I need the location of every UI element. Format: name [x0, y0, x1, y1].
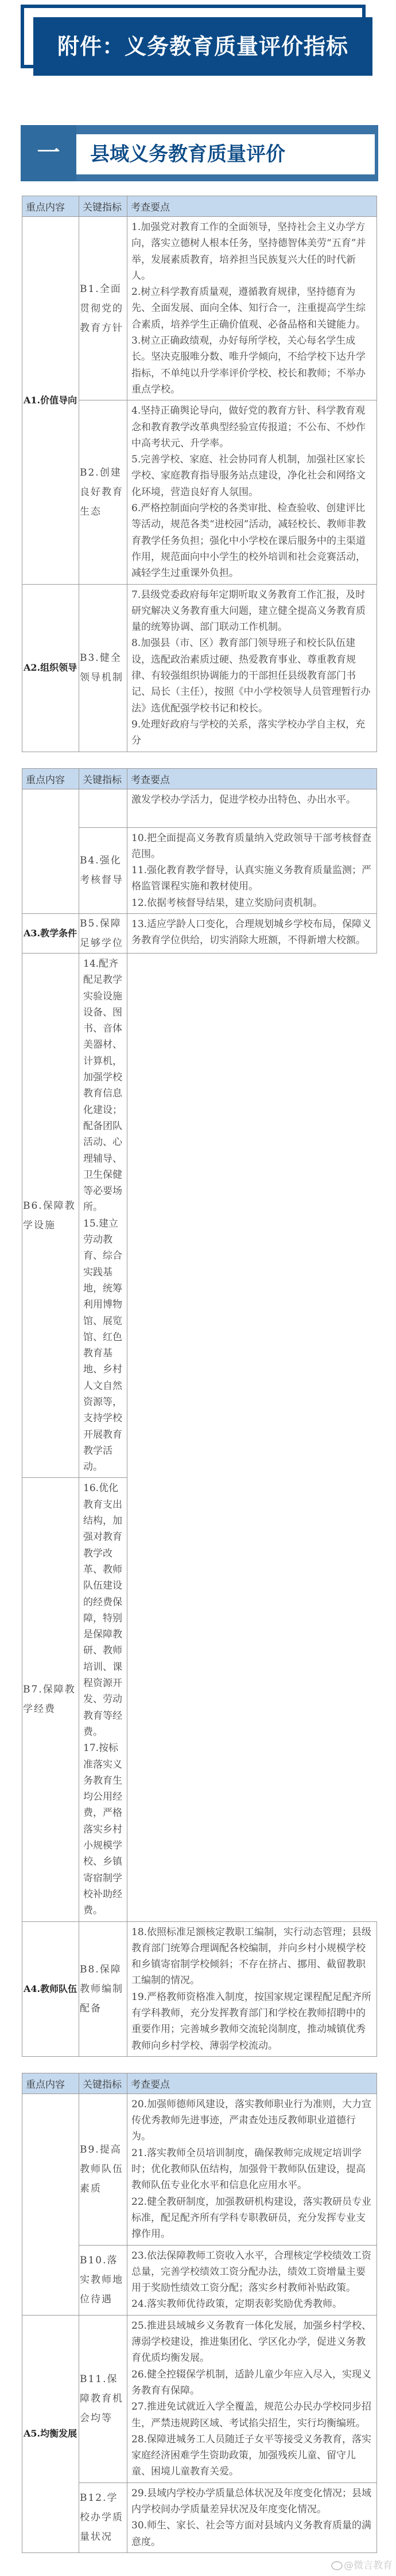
check-point: 10.把全面提高义务教育质量纳入党政领导干部考核督查范围。	[131, 832, 372, 860]
indicator-table	[22, 768, 377, 2057]
table-row	[22, 2315, 377, 2482]
check-point: 11.强化教育教学督导，认真实施义务教育质量监测；严格监管课程实施和教材使用。	[131, 865, 372, 893]
header-focus: 重点内容	[22, 768, 79, 789]
table-row	[22, 217, 377, 400]
points-cell	[127, 2094, 377, 2245]
header-indicator: 关键指标	[79, 768, 127, 789]
check-point: 17.按标准落实义务教育生均公用经费，严格落实乡村小规模学校、乡镇寄宿制学校补助经费。	[83, 1742, 122, 1917]
indicator-table	[22, 196, 377, 752]
check-point: 5.完善学校、家庭、社会协同育人机制，加强社区家长学校、家庭教育指导服务站点建设，净化社会和网络文化环境，营造良好育人氛围。	[131, 454, 366, 498]
points-cell	[127, 789, 377, 827]
indicator-cell: B7.保障教学经费	[22, 1478, 79, 1921]
check-point: 19.严格教师资格准入制度，按国家规定课程配足配齐所有学科教师，充分发挥教育部门和学校在教师招聘中的重要作用；完善城乡教师交流轮岗制度，推动城镇优秀教师向乡村学校、薄弱学校流动。	[131, 1991, 372, 2052]
check-point: 24.落实教师优待政策，定期表彰奖励优秀教师。	[131, 2298, 343, 2310]
check-point: 21.落实教师全员培训制度，确保教师完成规定培训学时；优化教师队伍结构，加强骨干教师队伍建设，提高教师队伍专业化水平和信息化应用水平。	[131, 2147, 366, 2192]
header-points: 考查要点	[127, 2073, 377, 2094]
table-row	[22, 789, 377, 827]
focus-cell	[22, 2094, 79, 2315]
check-point: 25.推进县域城乡义务教育一体化发展，加强乡村学校、薄弱学校建设，推进集团化、学区化办学，促进义务教育优质均衡发展。	[131, 2320, 372, 2364]
points-cell	[79, 1478, 127, 1921]
indicator-cell: B8.保障教师编制配备	[79, 1921, 127, 2056]
check-point: 14.配齐配足教学实验设施设备、图书、音体美器材、计算机，加强学校教育信息化建设；配备团队活动、心理辅导、卫生保健等必要场所。	[83, 958, 122, 1213]
indicator-cell	[79, 789, 127, 827]
points-cell	[79, 953, 127, 1478]
check-point: 15.建立劳动教育、综合实践基地，统筹利用博物馆、展览馆、红色教育基地、乡村人文自然资源等，支持学校开展教育教学活动。	[83, 1217, 122, 1473]
points-cell	[127, 2245, 377, 2315]
table-row	[22, 1478, 377, 1921]
header-focus: 重点内容	[22, 196, 79, 217]
header-points: 考查要点	[127, 196, 377, 217]
points-cell	[127, 1921, 377, 2056]
focus-cell: A4.教师队伍	[22, 1921, 79, 2056]
section-title: 县域义务教育质量评价	[90, 143, 285, 166]
watermark-text: @微言教育	[344, 2559, 393, 2571]
points-cell	[127, 584, 377, 752]
check-point: 30.师生、家长、社会等方面对县域内义务教育质量的满意度。	[131, 2520, 372, 2548]
points-cell	[127, 400, 377, 584]
check-point: 18.依照标准足额核定教职工编制，实行动态管理；县级教育部门统筹合理调配各校编制，并向乡村小规模学校和乡镇寄宿制学校倾斜；不存在挤占、挪用、截留教职工编制的情况。	[131, 1926, 372, 1987]
table-row	[22, 2094, 377, 2245]
points-cell	[127, 913, 377, 953]
watermark	[331, 2557, 393, 2571]
check-point: 3.树立正确政绩观，办好每所学校，关心每名学生成长。坚决克服唯分数、唯升学倾向，不给学校下达升学指标，不单纯以升学率评价学校、校长和教师；不举办重点学校。	[131, 335, 366, 395]
table-row	[22, 913, 377, 953]
indicator-cell: B10.落实教师地位待遇	[79, 2245, 127, 2315]
page-title: 附件：义务教育质量评价指标	[33, 17, 372, 76]
check-point: 1.加强党对教育工作的全面领导，坚持社会主义办学方向，落实立德树人根本任务，坚持德智体美劳“五育”并举，发展素质教育，培养担当民族复兴大任的时代新人。	[131, 221, 366, 282]
table-header	[22, 196, 377, 217]
header-indicator: 关键指标	[79, 196, 127, 217]
indicator-cell: B4.强化考核督导	[79, 827, 127, 913]
indicator-cell: B5.保障足够学位	[79, 913, 127, 953]
table-row	[22, 953, 377, 1478]
check-point: 28.保障进城务工人员随迁子女平等接受义务教育，落实家庭经济困难学生资助政策，加强残疾儿童、留守儿童、困境儿童教育关爱。	[131, 2433, 372, 2478]
focus-cell: A5.均衡发展	[22, 2315, 79, 2552]
section-number: 一	[21, 125, 76, 181]
focus-cell: A1.价值导向	[22, 217, 79, 585]
check-point: 29.县域内学校办学质量总体状况及年度变化情况；县域内学校间办学质量差异状况及年度变化情况。	[131, 2487, 372, 2515]
check-point: 6.严格控制面向学校的各类审批、检查验收、创建评比等活动，规范各类“进校园”活动，减轻校长、教师非教育教学任务负担；强化中小学校在课后服务中的主渠道作用，规范面向中小学生的校外培训和社会竞赛活动，减轻学生过重课外负担。	[131, 503, 366, 579]
points-cell	[127, 827, 377, 913]
header-focus: 重点内容	[22, 2073, 79, 2094]
points-cell	[127, 2315, 377, 2482]
focus-cell: A2.组织领导	[22, 584, 79, 752]
indicator-cell: B6.保障教学设施	[22, 953, 79, 1478]
focus-cell	[22, 789, 79, 913]
focus-cell: A3.教学条件	[22, 913, 79, 953]
check-point: 9.处理好政府与学校的关系，落实学校办学自主权，充分	[131, 718, 366, 747]
table-header	[22, 2073, 377, 2094]
check-point: 7.县级党委政府每年定期听取义务教育工作汇报，及时研究解决义务教育重大问题，建立健全提高义务教育质量的统筹协调、部门联动工作机制。	[131, 589, 366, 633]
check-point: 16.优化教育支出结构，加强对教育教学改革、教师队伍建设的经费保障，特别是保障教研、教师培训、课程资源开发、劳动教育等经费。	[83, 1482, 122, 1738]
check-point: 激发学校办学活力，促进学校办出特色、办出水平。	[131, 793, 356, 806]
weibo-icon	[331, 2561, 343, 2570]
check-point: 26.健全控辍保学机制，适龄儿童少年应入尽入，实现义务教育有保障。	[131, 2368, 372, 2396]
check-point: 2.树立科学教育质量观，遵循教育规律，坚持德育为先、全面发展、面向全体、知行合一，注重提高学生综合素质，培养学生正确价值观、必备品格和关键能力。	[131, 286, 366, 330]
indicator-cell: B12.学校办学质量状况	[79, 2482, 127, 2552]
table-header	[22, 768, 377, 789]
points-cell	[127, 217, 377, 400]
points-cell	[127, 2482, 377, 2552]
header-points: 考查要点	[127, 768, 377, 789]
check-point: 8.加强县（市、区）教育部门领导班子和校长队伍建设，选配政治素质过硬、热爱教育事业、尊重教育规律、有较强组织协调能力的干部担任县级教育部门书记、局长（主任），按照《中小学校领导人员管理暂行办法》选优配强学校书记和校长。	[131, 637, 371, 714]
check-point: 4.坚持正确舆论导向，做好党的教育方针、科学教育观念和教育教学改革典型经验宣传报道；不公布、不炒作中高考状元、升学率。	[131, 405, 366, 449]
table-row	[22, 1921, 377, 2056]
indicator-cell: B1.全面贯彻党的教育方针	[79, 217, 127, 400]
check-point: 12.依据考核督导结果，建立奖励问责机制。	[131, 897, 323, 909]
check-point: 13.适应学龄人口变化，合理规划城乡学校布局，保障义务教育学位供给，切实消除大班额，不得新增大校额。	[131, 918, 372, 947]
table-row	[22, 584, 377, 752]
check-point: 23.依法保障教师工资收入水平，合理核定学校绩效工资总量，完善学校绩效工资分配办法，绩效工资增量主要用于奖励性绩效工资分配；落实乡村教师补贴政策。	[131, 2250, 372, 2294]
check-point: 22.健全教研制度，加强教研机构建设，落实教研员专业标准，配足配齐所有学科专职教研员，充分发挥专业支撑作用。	[131, 2196, 372, 2240]
indicator-cell: B3.健全领导机制	[79, 584, 127, 752]
indicator-table	[22, 2073, 377, 2553]
indicator-cell: B9.提高教师队伍素质	[79, 2094, 127, 2245]
indicator-cell: B2.创建良好教育生态	[79, 400, 127, 584]
header-indicator: 关键指标	[79, 2073, 127, 2094]
check-point: 20.加强师德师风建设，落实教师职业行为准则，大力宣传优秀教师先进事迹，严肃查处违反教师职业道德行为。	[131, 2098, 372, 2143]
check-point: 27.推进免试就近入学全覆盖，规范公办民办学校同步招生，严禁违规跨区域、考试掐尖招生，实行均衡编班。	[131, 2401, 372, 2429]
indicator-cell: B11.保障教育机会均等	[79, 2315, 127, 2482]
